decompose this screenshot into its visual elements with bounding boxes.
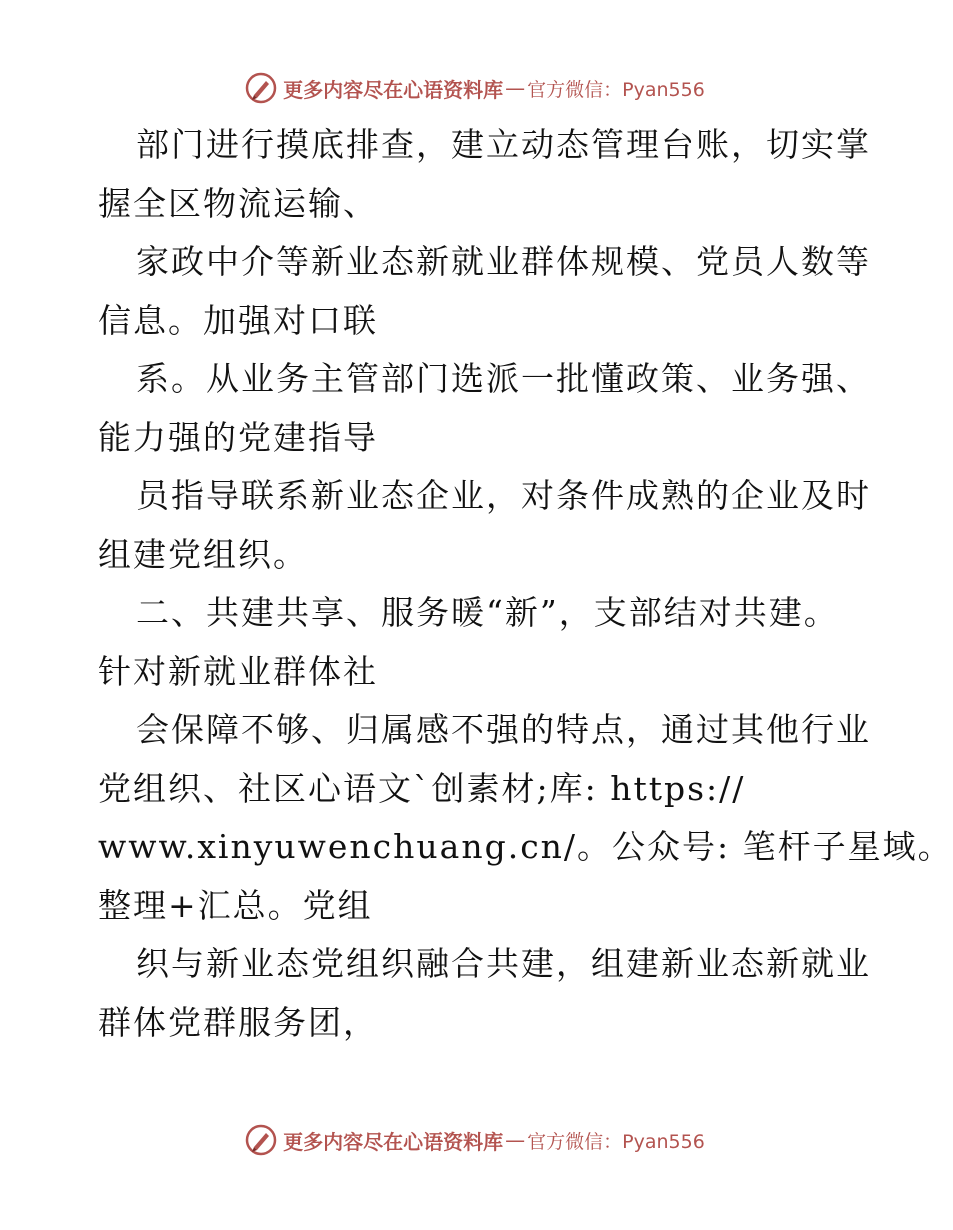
body-line: 信息。加强对口联 <box>98 300 378 340</box>
header-banner-text: 更多内容尽在心语资料库 <box>283 77 504 102</box>
pen-logo-icon <box>245 72 277 104</box>
body-line: 部门进行摸底排查，建立动态管理台账，切实掌 <box>136 125 871 164</box>
body-line: 整理+汇总。党组 <box>98 885 373 925</box>
pen-logo-icon <box>245 1124 277 1156</box>
body-line: 织与新业态党组织融合共建，组建新业态新就业 <box>136 944 871 983</box>
body-line: 二、共建共享、服务暖“新”，支部结对共建。 <box>136 593 839 632</box>
header-banner <box>0 68 950 108</box>
body-line: 家政中介等新业态新就业群体规模、党员人数等 <box>136 242 871 281</box>
footer-banner-contact: 官方微信：Pyan556 <box>527 1130 705 1153</box>
body-line: 系。从业务主管部门选派一批懂政策、业务强、 <box>136 359 871 398</box>
footer-banner-separator: — <box>505 1128 526 1152</box>
header-banner-contact: 官方微信：Pyan556 <box>527 78 705 101</box>
body-line: www.xinyuwenchuang.cn/。公众号: 笔杆子星域。 <box>98 827 953 866</box>
body-line: 组建党组织。 <box>98 534 308 574</box>
body-line: 能力强的党建指导 <box>98 417 378 457</box>
header-banner-separator: — <box>505 76 526 100</box>
document-body <box>98 116 953 1052</box>
footer-banner <box>0 1120 950 1160</box>
body-line: 群体党群服务团， <box>98 1002 378 1042</box>
body-line: 握全区物流运输、 <box>98 183 378 223</box>
body-line: 党组织、社区心语文`创素材;库: https:// <box>98 768 746 808</box>
footer-banner-text: 更多内容尽在心语资料库 <box>283 1129 504 1154</box>
body-line: 针对新就业群体社 <box>98 651 378 691</box>
body-line: 会保障不够、归属感不强的特点，通过其他行业 <box>136 710 871 749</box>
body-line: 员指导联系新业态企业，对条件成熟的企业及时 <box>136 476 871 515</box>
